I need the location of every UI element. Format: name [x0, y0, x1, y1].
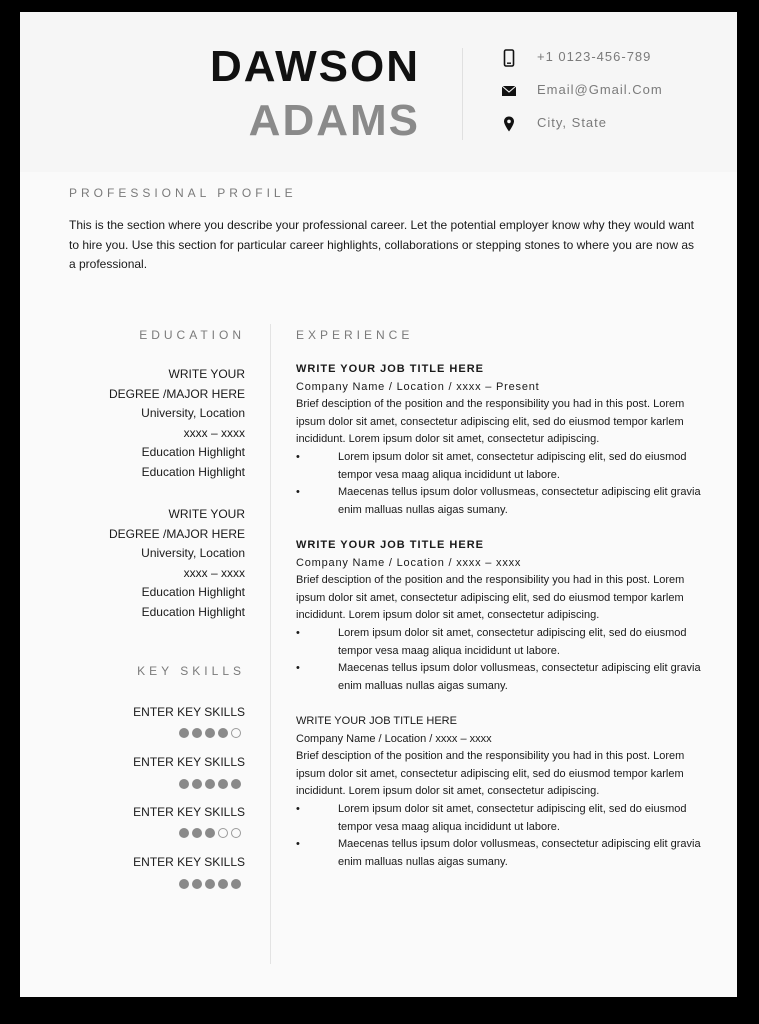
education-line: Education Highlight [141, 445, 245, 459]
skill-label: ENTER KEY SKILLS [133, 755, 245, 769]
skill-dot-filled [218, 879, 228, 889]
job-bullet: • Maecenas tellus ipsum dolor vollusmeas, consectetur adipiscing elit gravia enim malluas nullas aigas sumany. [296, 484, 706, 519]
education-line: DEGREE /MAJOR HERE [108, 386, 245, 401]
skill-rating [179, 728, 241, 738]
education-line: DEGREE /MAJOR HERE [108, 526, 245, 541]
skill-dot-filled [192, 779, 202, 789]
job-bullets [296, 625, 706, 695]
skill-dot-filled [231, 879, 241, 889]
skill-dot-empty [218, 828, 228, 838]
skill-rating [179, 779, 241, 789]
skill-dot-filled [218, 728, 228, 738]
contact-email [500, 81, 663, 101]
job-bullet: • Lorem ipsum dolor sit amet, consectetur adipiscing elit, sed do eiusmod tempor vesa maag aliqua incididunt ut labore. [296, 801, 706, 836]
profile-text: This is the section where you describe your professional career. Let the potential employer know why they would want to hire you. Use this section for particular career highlights, collaborations or stepping stones to where you are now as a professional. [69, 218, 694, 271]
job-description: Brief desciption of the position and the responsibility you had in this post. Lorem ipsum dolor sit amet, consectetur adipiscing elit, sed do eiusmod tempor karlem incididunt. Lorem ipsum dolor sit amet, consectetur adipiscing. [296, 398, 685, 446]
education-entry [80, 365, 245, 482]
job-company: Company Name / Location / xxxx – xxxx [296, 556, 522, 569]
skill-dot-filled [192, 728, 202, 738]
job-title: WRITE YOUR JOB TITLE HERE [296, 715, 457, 727]
envelope-icon [500, 82, 518, 100]
location-pin-icon [500, 115, 518, 133]
job-entry [296, 537, 706, 695]
skill-dot-filled [218, 779, 228, 789]
contact-phone [500, 48, 652, 68]
name-last: ADAMS [248, 96, 420, 145]
resume-page [20, 12, 737, 997]
education-line: WRITE YOUR [168, 507, 245, 521]
job-bullet: • Lorem ipsum dolor sit amet, consectetur adipiscing elit, sed do eiusmod tempor vesa maag aliqua incididunt ut labore. [296, 625, 706, 660]
job-entry [296, 361, 706, 519]
job-bullets [296, 801, 706, 871]
contact-email-text: Email@Gmail.Com [537, 82, 663, 97]
skill-rating [179, 879, 241, 889]
education-line: WRITE YOUR [168, 367, 245, 381]
skill-dot-filled [192, 879, 202, 889]
job-title: WRITE YOUR JOB TITLE HERE [296, 539, 484, 551]
skill-dot-filled [179, 828, 189, 838]
job-bullet: • Maecenas tellus ipsum dolor vollusmeas, consectetur adipiscing elit gravia enim malluas nullas aigas sumany. [296, 836, 706, 871]
skill-dot-filled [205, 879, 215, 889]
education-line: Education Highlight [141, 464, 245, 479]
skill-label: ENTER KEY SKILLS [133, 705, 245, 719]
education-title: EDUCATION [139, 328, 245, 342]
contact-phone-text: +1 0123-456-789 [537, 49, 652, 64]
contact-location [500, 114, 608, 134]
education-line: xxxx – xxxx [183, 565, 245, 580]
skill-dot-empty [231, 728, 241, 738]
education-line: University, Location [141, 406, 245, 420]
job-company: Company Name / Location / xxxx – Present [296, 380, 540, 393]
skill-dot-filled [205, 779, 215, 789]
skill-dot-filled [179, 879, 189, 889]
contact-location-text: City, State [537, 115, 608, 130]
job-entry [296, 713, 706, 871]
experience-title: EXPERIENCE [296, 328, 414, 342]
skill-dot-filled [179, 779, 189, 789]
job-bullet: • Maecenas tellus ipsum dolor vollusmeas, consectetur adipiscing elit gravia enim malluas nullas aigas sumany. [296, 660, 706, 695]
job-bullet: • Lorem ipsum dolor sit amet, consectetur adipiscing elit, sed do eiusmod tempor vesa maag aliqua incididunt ut labore. [296, 449, 706, 484]
header-divider [462, 48, 463, 140]
skills-title: KEY SKILLS [137, 664, 245, 678]
skill-rating [179, 828, 241, 838]
skill-dot-filled [205, 828, 215, 838]
job-description: Brief desciption of the position and the responsibility you had in this post. Lorem ipsum dolor sit amet, consectetur adipiscing elit, sed do eiusmod tempor karlem incididunt. Lorem ipsum dolor sit amet, consectetur adipiscing. [296, 574, 685, 622]
skill-dot-filled [231, 779, 241, 789]
education-line: Education Highlight [141, 585, 245, 599]
education-line: University, Location [141, 546, 245, 560]
skill-dot-filled [192, 828, 202, 838]
skill-dot-empty [231, 828, 241, 838]
education-entry [80, 505, 245, 622]
job-bullets [296, 449, 706, 519]
education-line: xxxx – xxxx [183, 425, 245, 440]
skill-label: ENTER KEY SKILLS [133, 805, 245, 819]
profile-title: PROFESSIONAL PROFILE [69, 186, 297, 200]
skill-dot-filled [179, 728, 189, 738]
job-title: WRITE YOUR JOB TITLE HERE [296, 363, 484, 375]
phone-icon [500, 49, 518, 67]
education-line: Education Highlight [141, 604, 245, 619]
name-first: DAWSON [210, 42, 420, 91]
job-company: Company Name / Location / xxxx – xxxx [296, 732, 492, 745]
column-divider [270, 324, 271, 964]
job-description: Brief desciption of the position and the responsibility you had in this post. Lorem ipsum dolor sit amet, consectetur adipiscing elit, sed do eiusmod tempor karlem incididunt. Lorem ipsum dolor sit amet, consectetur adipiscing. [296, 750, 685, 798]
skill-label: ENTER KEY SKILLS [133, 855, 245, 869]
skill-dot-filled [205, 728, 215, 738]
